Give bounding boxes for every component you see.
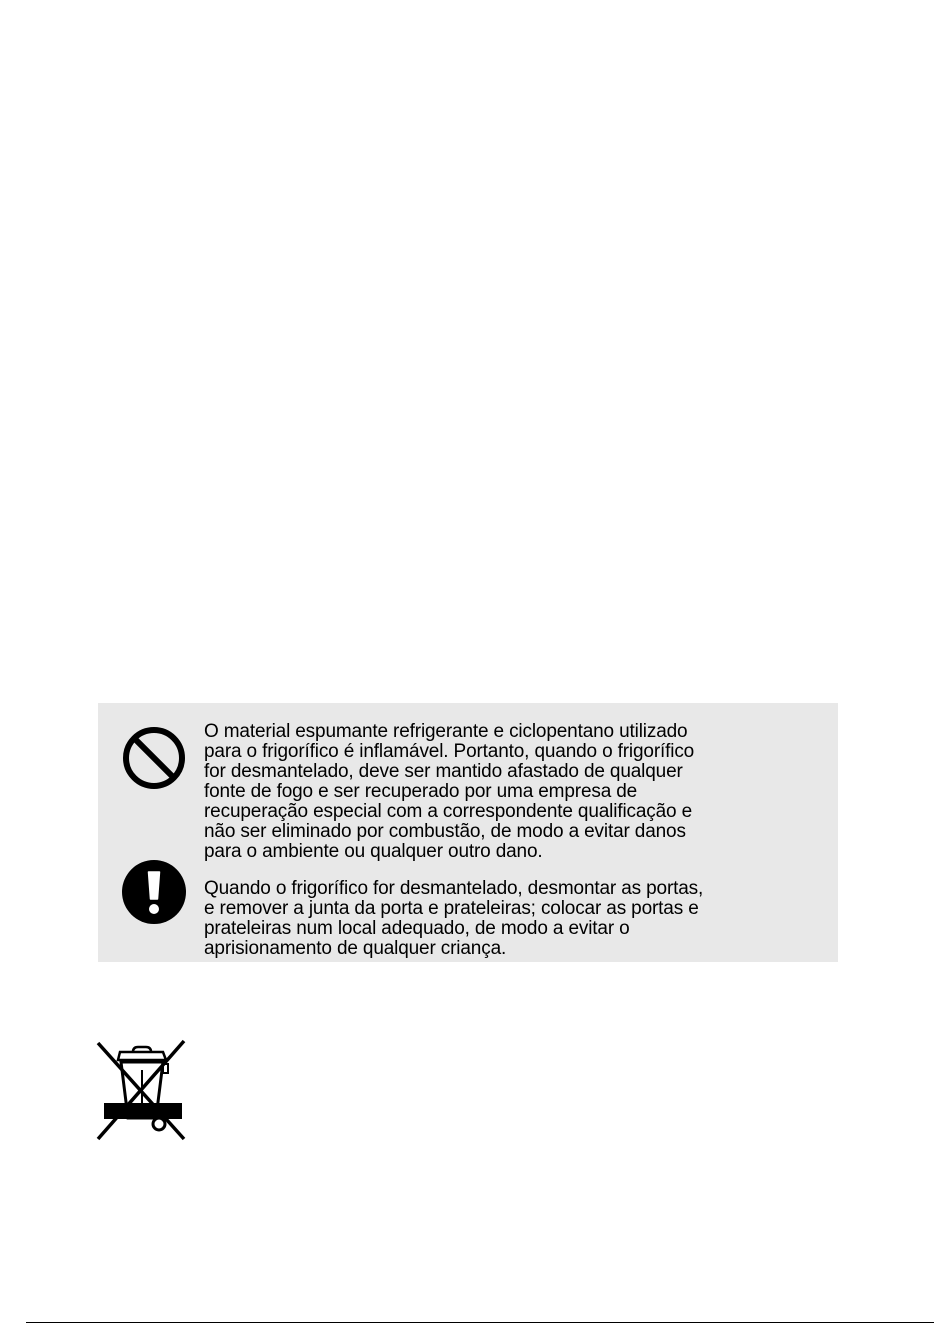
exclamation-icon [121,859,187,925]
warning-line: recuperação especial com a correspondente qualificação e [204,801,693,822]
child-entrapment-warning [204,879,829,959]
warning-line: e remover a junta da porta e prateleiras; colocar as portas e [204,898,699,919]
warning-line: aprisionamento de qualquer criança. [204,938,507,959]
warning-line: Quando o frigorífico for desmantelado, desmontar as portas, [204,878,704,899]
warning-line: para o ambiente ou qualquer outro dano. [204,841,543,862]
foam-flammability-warning [204,722,829,862]
warning-line: fonte de fogo e ser recuperado por uma empresa de [204,781,638,802]
crossed-out-wheelie-bin-icon [93,1038,189,1142]
warning-box [98,703,838,962]
footer-rule [26,1322,934,1323]
warning-line: não ser eliminado por combustão, de modo a evitar danos [204,821,686,842]
warning-line: para o frigorífico é inflamável. Portanto, quando o frigorífico [204,741,695,762]
warning-line: O material espumante refrigerante e ciclopentano utilizado [204,721,688,742]
warning-line: for desmantelado, deve ser mantido afastado de qualquer [204,761,683,782]
warning-line: prateleiras num local adequado, de modo a evitar o [204,918,630,939]
prohibition-icon [121,725,187,791]
